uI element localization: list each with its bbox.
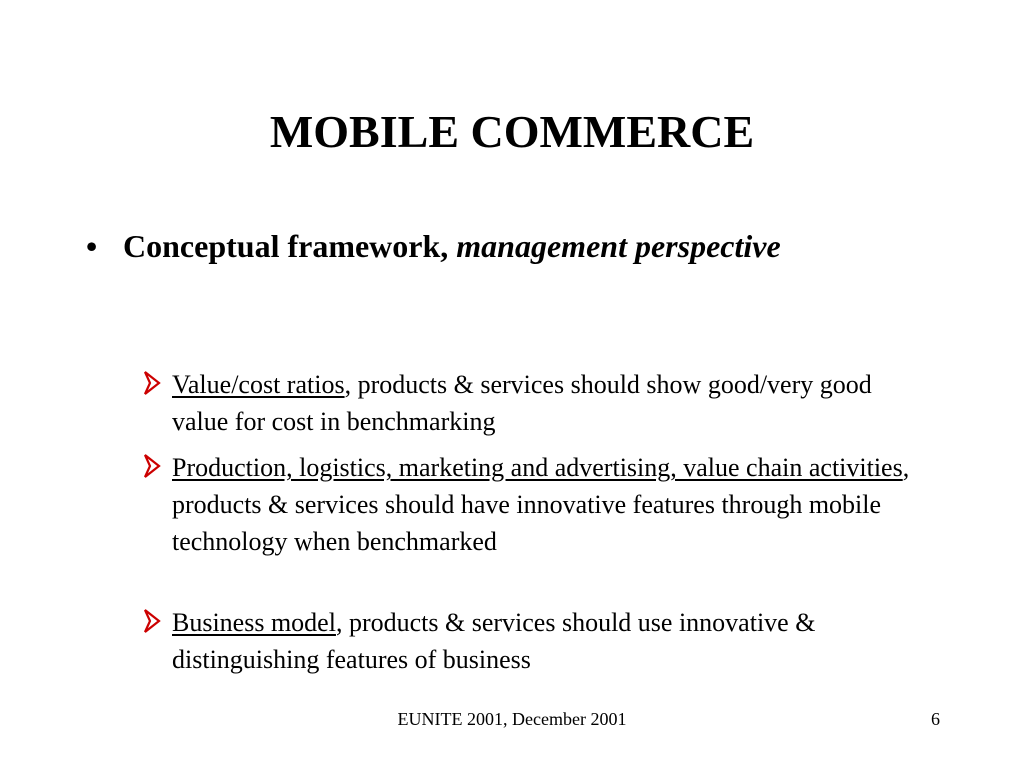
arrow-bullet-icon (140, 368, 164, 398)
slide-title: MOBILE COMMERCE (269, 106, 755, 157)
arrow-bullet-icon (140, 606, 164, 636)
sub-bullet-underlined: Value/cost ratios (172, 370, 345, 399)
sub-bullet-rest: , products & services should use innovative & distinguishing features of business (172, 608, 816, 674)
sub-bullet-rest: , products & services should show good/very good value for cost in benchmarking (172, 370, 872, 436)
sub-bullet-text (140, 604, 930, 678)
sub-bullet-rest: , products & services should have innovative features through mobile technology when benchmarked (172, 453, 910, 556)
page-number: 6 (931, 709, 940, 729)
sub-bullet (140, 604, 930, 678)
main-bullet-text (86, 226, 786, 266)
sub-bullet-text (140, 449, 930, 560)
sub-bullet (140, 449, 930, 560)
footer-text: EUNITE 2001, December 2001 (397, 709, 627, 729)
sub-bullet-text (140, 366, 930, 440)
bullet-dot-icon: • (86, 228, 98, 264)
arrow-bullet-icon (140, 451, 164, 481)
sub-bullet-underlined: Production, logistics, marketing and advertising, value chain activities (172, 453, 903, 482)
main-bullet-bold-label: Conceptual framework, (123, 228, 449, 264)
sub-bullet-underlined: Business model (172, 608, 336, 637)
sub-bullet (140, 366, 930, 440)
main-bullet-italic-label: management perspective (456, 228, 781, 264)
main-bullet (86, 226, 786, 266)
